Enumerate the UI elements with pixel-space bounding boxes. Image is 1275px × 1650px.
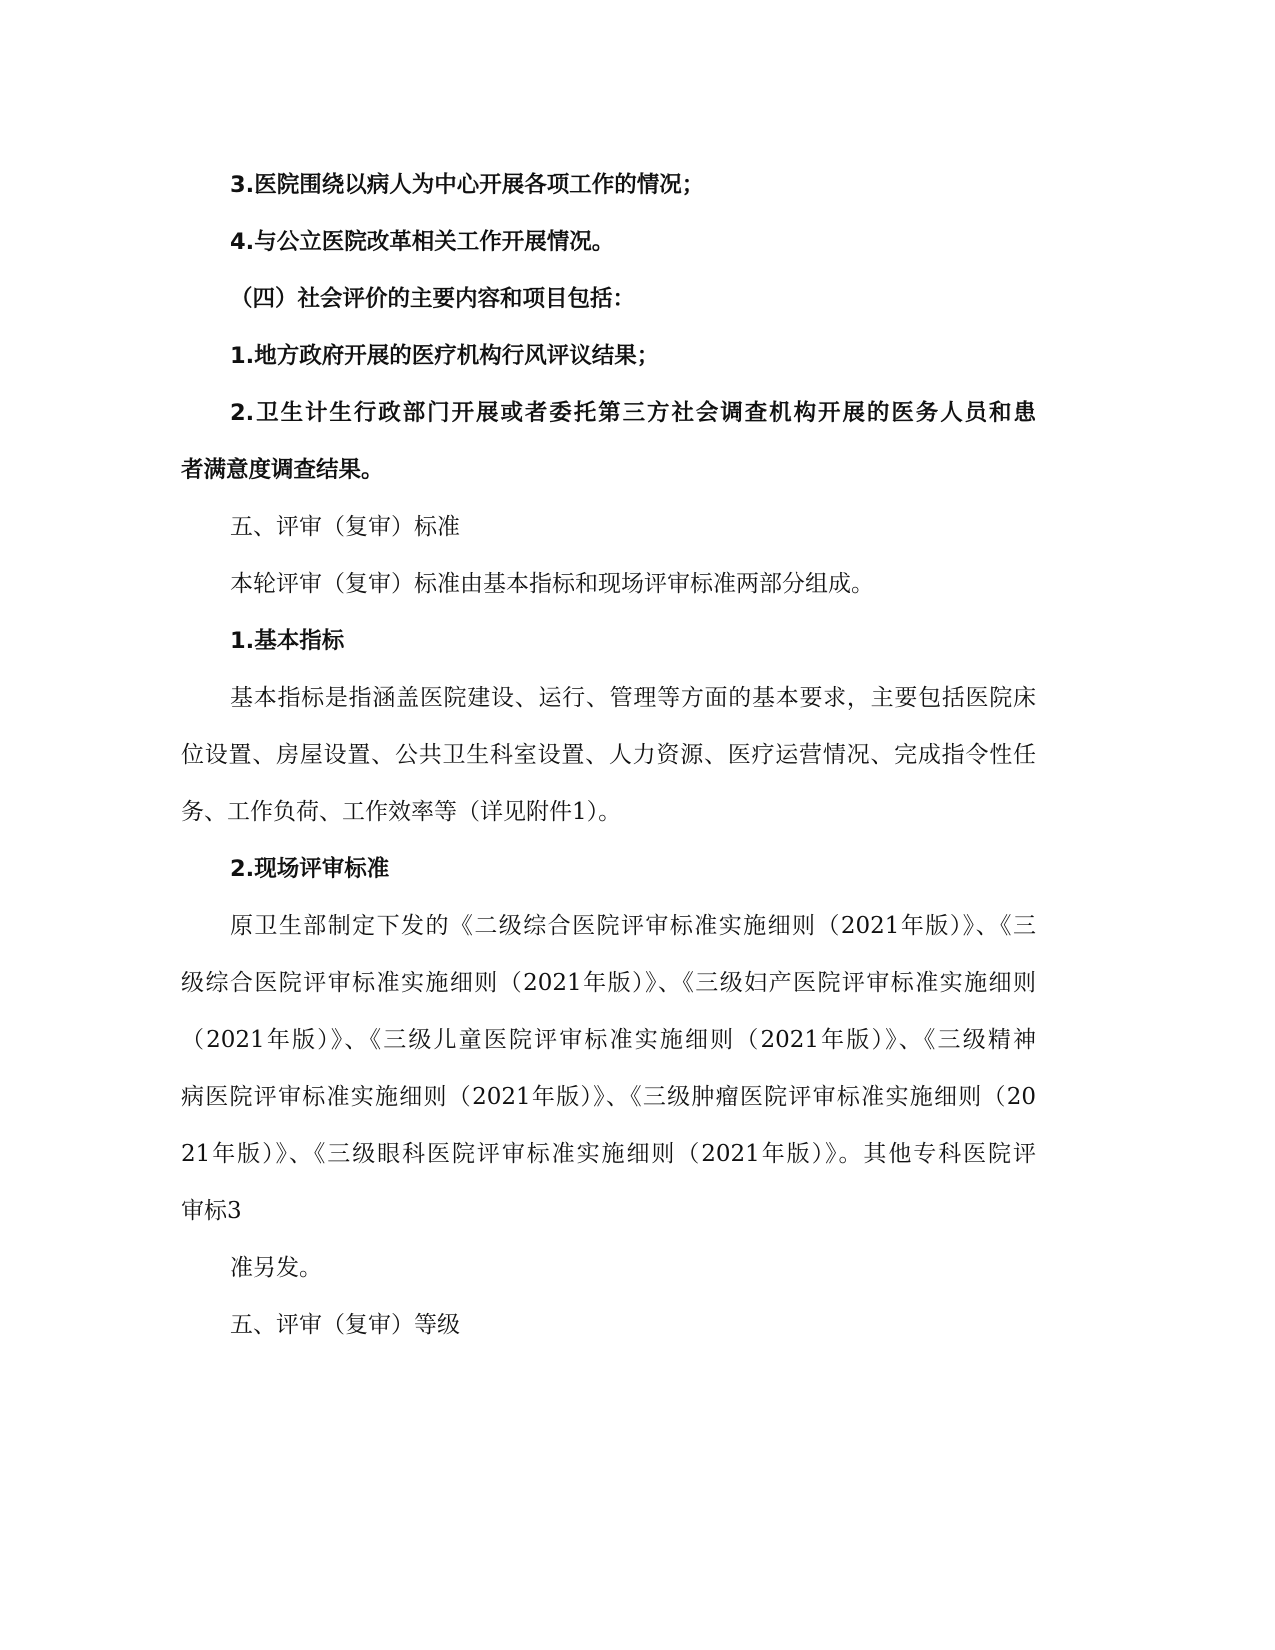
paragraph-basic-indicators-line-1: 基本指标是指涵盖医院建设、运行、管理等方面的基本要求，主要包括医院床 xyxy=(230,685,1036,711)
list-item-3: 3.医院围绕以病人为中心开展各项工作的情况； xyxy=(230,172,705,198)
list-item-2-line-2: 者满意度调查结果。 xyxy=(181,457,384,483)
paragraph-onsite-line-3: （2021年版）》、《三级儿童医院评审标准实施细则（2021年版）》、《三级精神 xyxy=(181,1027,1036,1053)
paragraph-onsite-line-2: 级综合医院评审标准实施细则（2021年版）》、《三级妇产医院评审标准实施细则 xyxy=(181,970,1036,996)
subheading-basic-indicators: 1.基本指标 xyxy=(230,628,345,654)
section-heading-review-grade: 五、评审（复审）等级 xyxy=(230,1312,460,1338)
paragraph-onsite-line-1: 原卫生部制定下发的《二级综合医院评审标准实施细则（2021年版）》、《三 xyxy=(230,913,1036,939)
paragraph-standard-intro: 本轮评审（复审）标准由基本指标和现场评审标准两部分组成。 xyxy=(230,571,874,597)
paragraph-onsite-line-5: 21年版）》、《三级眼科医院评审标准实施细则（2021年版）》。其他专科医院评 xyxy=(181,1141,1036,1167)
list-item-2-line-1: 2.卫生计生行政部门开展或者委托第三方社会调查机构开展的医务人员和患 xyxy=(230,400,1036,426)
paragraph-onsite-line-4: 病医院评审标准实施细则（2021年版）》、《三级肿瘤医院评审标准实施细则（20 xyxy=(181,1084,1036,1110)
list-item-4: 4.与公立医院改革相关工作开展情况。 xyxy=(230,229,615,255)
subheading-onsite-standard: 2.现场评审标准 xyxy=(230,856,390,882)
section-heading-social-evaluation: （四）社会评价的主要内容和项目包括： xyxy=(230,286,636,312)
paragraph-basic-indicators-line-3: 务、工作负荷、工作效率等（详见附件1）。 xyxy=(181,799,622,825)
section-heading-review-standard: 五、评审（复审）标准 xyxy=(230,514,460,540)
paragraph-onsite-line-6: 审标3 xyxy=(181,1198,242,1224)
list-item-1: 1.地方政府开展的医疗机构行风评议结果； xyxy=(230,343,660,369)
paragraph-onsite-line-7: 准另发。 xyxy=(230,1255,322,1281)
paragraph-basic-indicators-line-2: 位设置、房屋设置、公共卫生科室设置、人力资源、医疗运营情况、完成指令性任 xyxy=(181,742,1036,768)
